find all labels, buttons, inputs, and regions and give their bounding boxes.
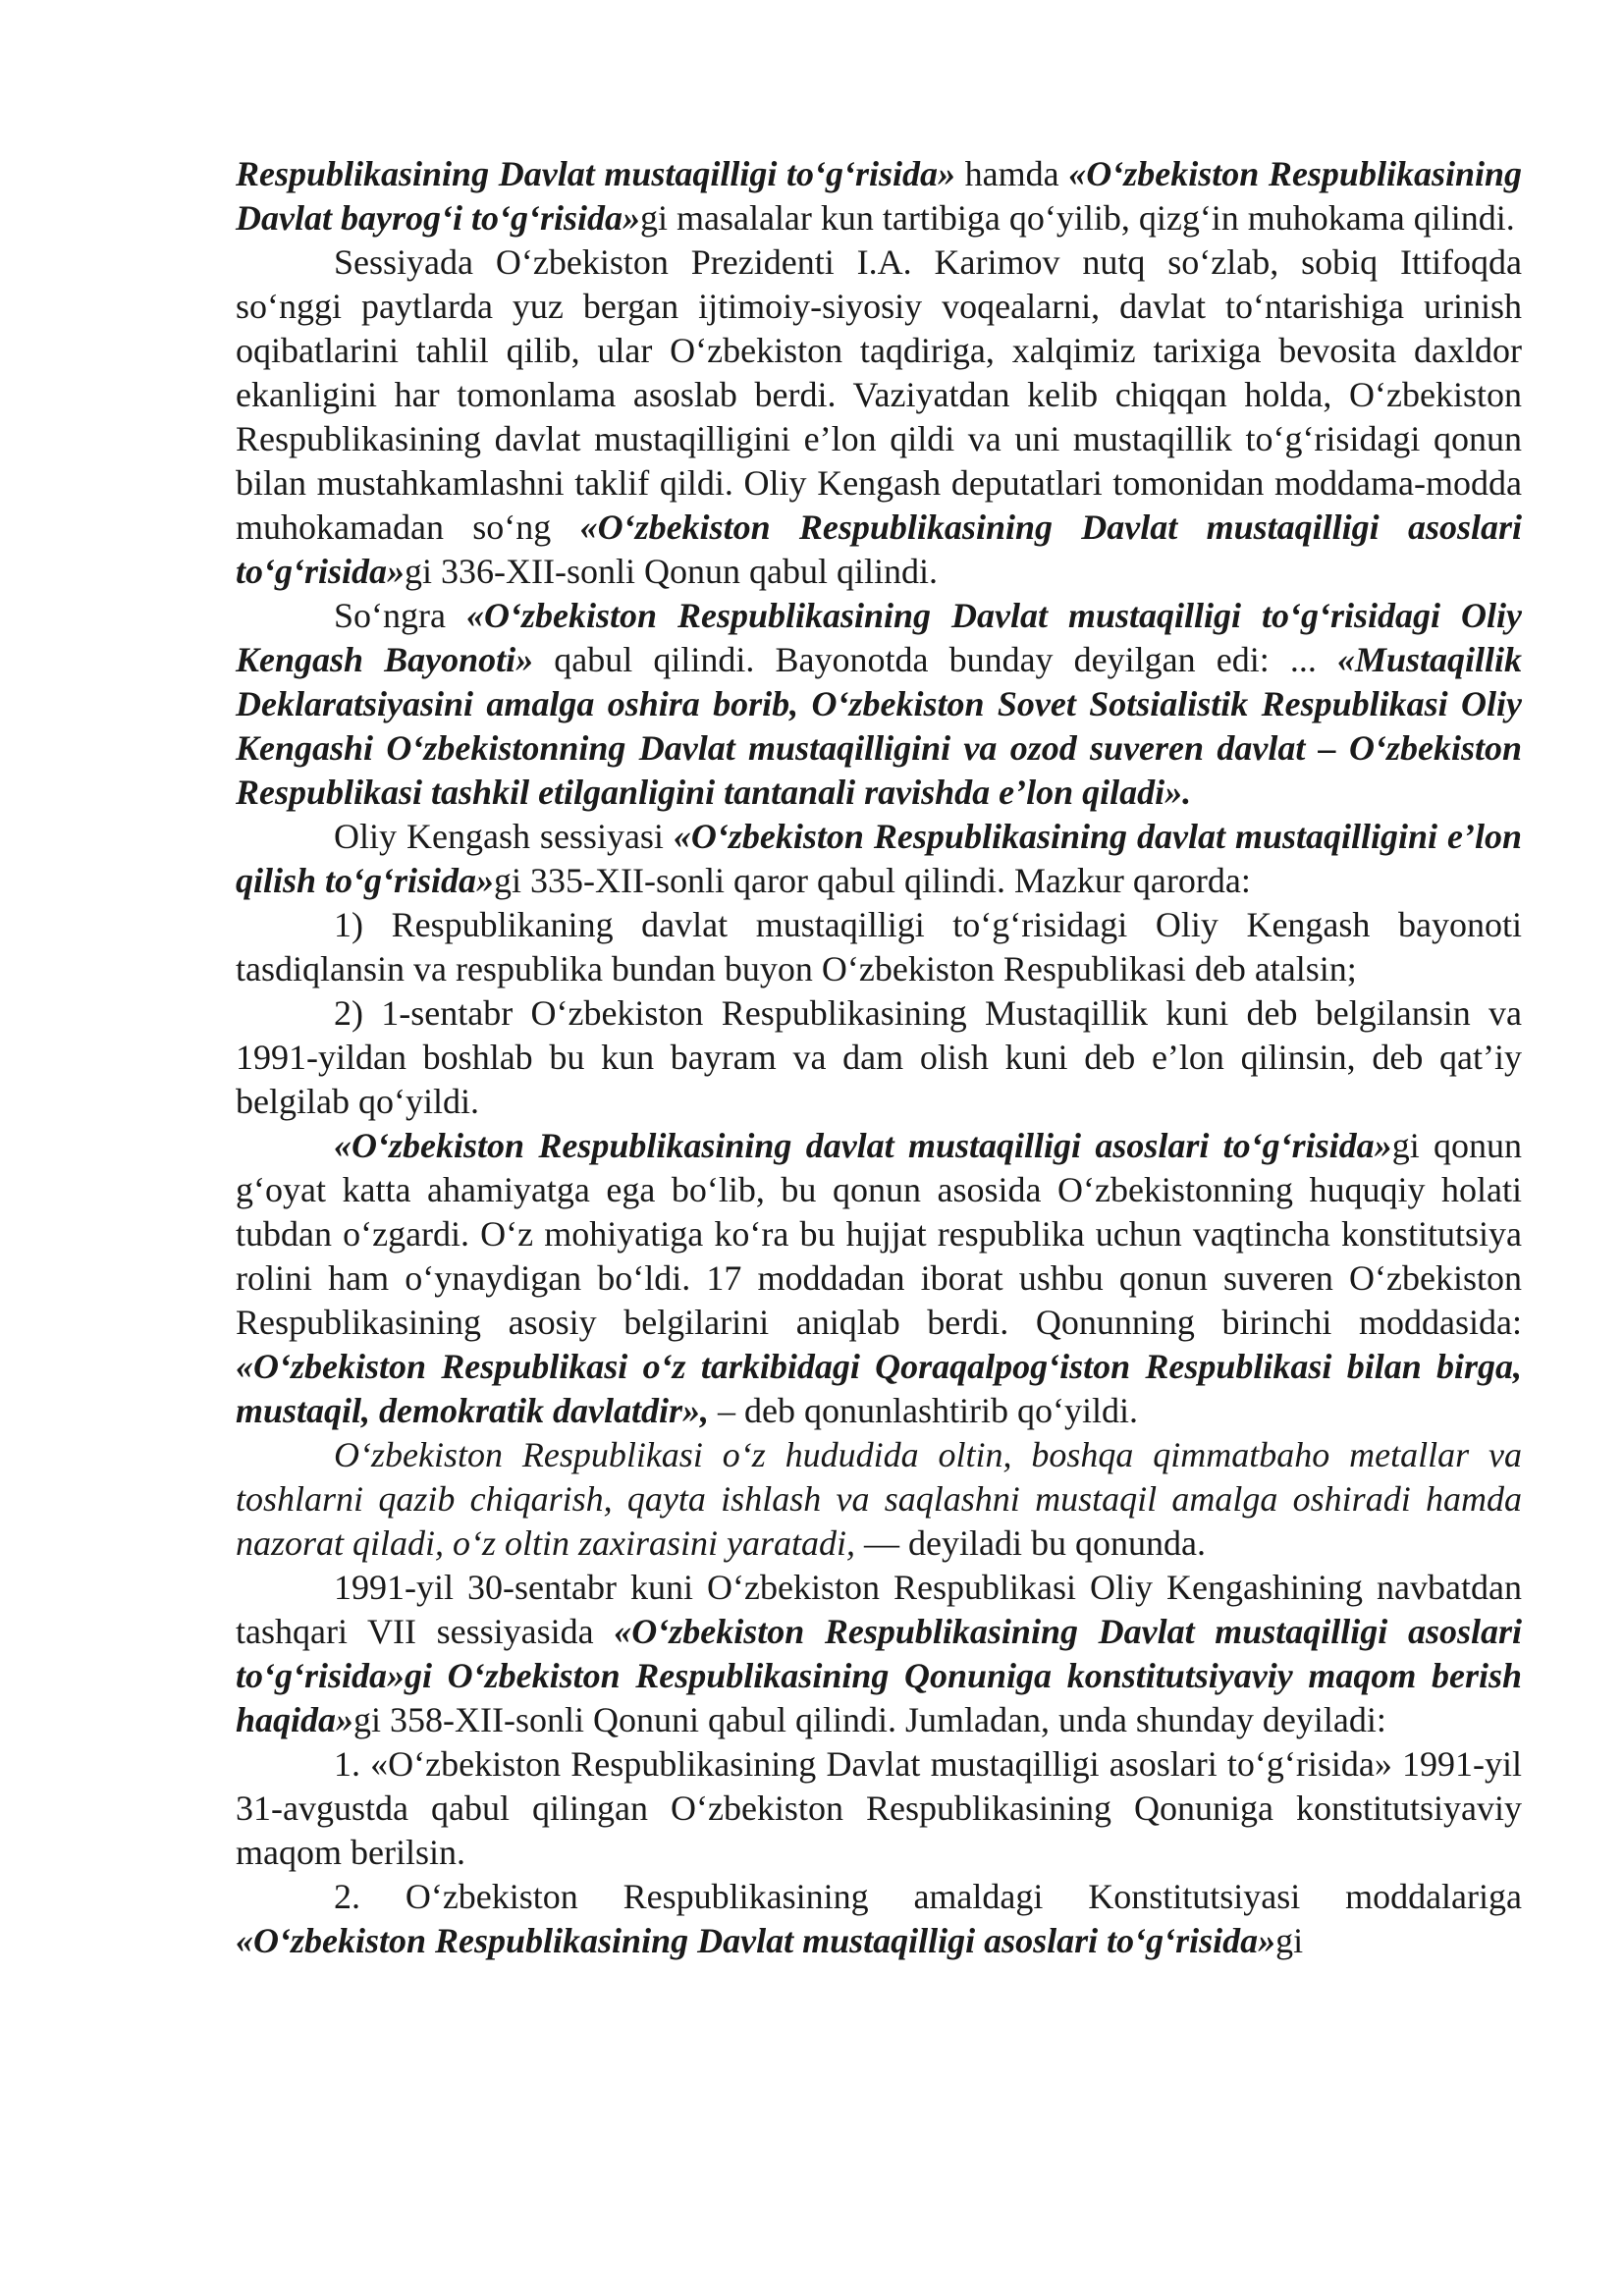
text-run: gi qonun g‘oyat katta ahamiyatga ega bo‘lib, bu qonun asosida O‘zbekistonning huquqiy holati tubdan o‘zgardi. O‘z mohiyatiga ko‘ra bu hujjat respublika uchun vaqtincha konstitutsiya rolini ham o‘ynaydigan bo‘ldi. 17 moddadan iborat ushbu qonun suveren O‘zbekiston Respublikasining asosiy belgilarini aniqlab berdi. Qonunning birinchi moddasida: (236, 1126, 1522, 1342)
text-run: «O‘zbekiston Respublikasining davlat mustaqilligini e’lon qilish to‘g‘risida» (236, 817, 1522, 900)
text-run: «O‘zbekiston Respublikasining Davlat mustaqilligi asoslari to‘g‘risida»gi O‘zbekiston Respublikasining Qonuniga konstitutsiyaviy maqom berish haqida» (236, 1612, 1523, 1739)
text-run: 1. «O‘zbekiston Respublikasining Davlat mustaqilligi asoslari to‘g‘risida» 1991-yil 31-avgustda qabul qilingan O‘zbekiston Respublikasining Qonuniga konstitutsiyaviy maqom berilsin. (236, 1744, 1522, 1872)
text-run: hamda (955, 154, 1069, 193)
text-run: «O‘zbekiston Respublikasi o‘z tarkibidagi Qoraqalpog‘iston Respublikasi bilan birga, mustaqil, demokratik davlatdir», (236, 1347, 1522, 1430)
text-run: 2. O‘zbekiston Respublikasining amaldagi Konstitutsiyasi moddalariga (334, 1877, 1522, 1916)
paragraph-5 (236, 903, 1522, 991)
text-run: qabul qilindi. Bayonotda bunday deyilgan edi: ... (533, 640, 1337, 679)
text-run: «O‘zbekiston Respublikasining Davlat mustaqilligi asoslari to‘g‘risida» (236, 1921, 1276, 1960)
text-run: «O‘zbekiston Respublikasining Davlat bayrog‘i to‘g‘risida» (236, 154, 1523, 238)
text-run: 1991-yil 30-sentabr kuni O‘zbekiston Respublikasi Oliy Kengashining navbatdan tashqari VII sessiyasida (236, 1568, 1522, 1651)
text-run: 1) Respublikaning davlat mustaqilligi to‘g‘risidagi Oliy Kengash bayonoti tasdiqlansin va respublika bundan buyon O‘zbekiston Respublikasi deb atalsin; (236, 905, 1522, 988)
text-run: gi 335-XII-sonli qaror qabul qilindi. Mazkur qarorda: (494, 861, 1251, 900)
paragraph-9 (236, 1566, 1522, 1742)
text-run: «Mustaqillik Deklaratsiyasini amalga oshira borib, O‘zbekiston Sovet Sotsialistik Respublikasi Oliy Kengashi O‘zbekistonning Davlat mustaqilligini va ozod suveren davlat – O‘zbekiston Respublikasi tashkil etilganligini tantanali ravishda e’lon qiladi». (236, 640, 1522, 812)
text-run: «O‘zbekiston Respublikasining Davlat mustaqilligi asoslari to‘g‘risida» (236, 507, 1522, 591)
text-run: gi 336-XII-sonli Qonun qabul qilindi. (405, 552, 938, 591)
text-run: Oliy Kengash sessiyasi (334, 817, 674, 856)
text-run: – deb qonunlashtirib qo‘yildi. (709, 1391, 1138, 1430)
text-run: O‘zbekiston Respublikasi o‘z hududida oltin, boshqa qimmatbaho metallar va toshlarni qazib chiqarish, qayta ishlash va saqlashni mustaqil amalga oshiradi hamda nazorat qiladi, o‘z oltin zaxirasini yaratadi, (236, 1435, 1522, 1563)
text-run: Respublikasining Davlat mustaqilligi to‘g‘risida» (236, 154, 956, 193)
document-page (236, 152, 1522, 1963)
text-run: «O‘zbekiston Respublikasining davlat mustaqilligi asoslari to‘g‘risida» (334, 1126, 1392, 1165)
text-run: — deyiladi bu qonunda. (855, 1523, 1206, 1563)
paragraph-11 (236, 1875, 1522, 1963)
paragraph-6 (236, 991, 1522, 1124)
paragraph-3 (236, 594, 1522, 815)
text-run: gi masalalar kun tartibiga qo‘yilib, qizg‘in muhokama qilindi. (639, 198, 1515, 238)
paragraph-2 (236, 240, 1522, 594)
paragraph-1 (236, 152, 1522, 240)
text-run: gi (1275, 1921, 1304, 1960)
text-run: Sessiyada O‘zbekiston Prezidenti I.A. Karimov nutq so‘zlab, sobiq Ittifoqda so‘nggi paytlarda yuz bergan ijtimoiy-siyosiy voqealarni, davlat to‘ntarishiga urinish oqibatlarini tahlil qilib, ular O‘zbekiston taqdiriga, xalqimiz tarixiga bevosita daxldor ekanligini har tomonlama asoslab berdi. Vaziyatdan kelib chiqqan holda, O‘zbekiston Respublikasining davlat mustaqilligini e’lon qildi va uni mustaqillik to‘g‘risidagi qonun bilan mustahkamlashni taklif qildi. Oliy Kengash deputatlari tomonidan moddama-modda muhokamadan so‘ng (236, 242, 1522, 547)
text-run: gi 358-XII-sonli Qonuni qabul qilindi. Jumladan, unda shunday deyiladi: (353, 1700, 1386, 1739)
paragraph-7 (236, 1124, 1522, 1433)
text-run: So‘ngra (334, 596, 466, 635)
paragraph-10 (236, 1742, 1522, 1875)
paragraph-4 (236, 815, 1522, 903)
text-run: 2) 1-sentabr O‘zbekiston Respublikasining Mustaqillik kuni deb belgilansin va 1991-yildan boshlab bu kun bayram va dam olish kuni deb e’lon qilinsin, deb qat’iy belgilab qo‘yildi. (236, 993, 1522, 1121)
paragraph-8 (236, 1433, 1522, 1566)
text-run: «O‘zbekiston Respublikasining Davlat mustaqilligi to‘g‘risidagi Oliy Kengash Bayonoti» (236, 596, 1522, 679)
